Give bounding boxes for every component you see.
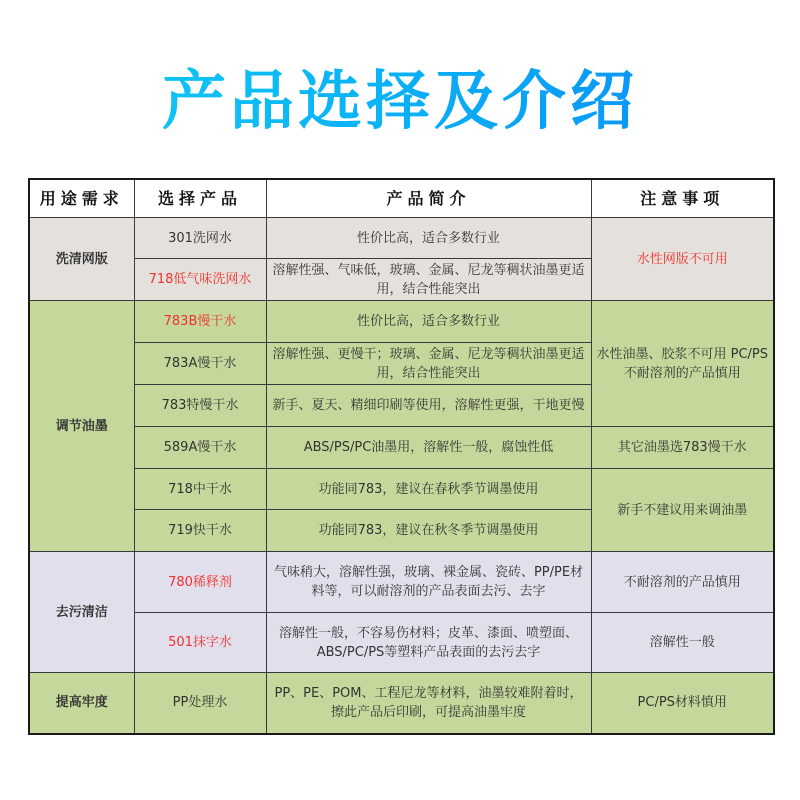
product-cell: 719快干水 [134,510,266,552]
table-row [29,469,774,510]
description-cell: 溶解性一般，不容易伤材料；皮革、漆面、喷塑面、ABS/PC/PS等塑料产品表面的去污去字 [266,613,591,673]
product-cell: 783特慢干水 [134,385,266,427]
product-cell: PP处理水 [134,673,266,734]
header-usage: 用途需求 [29,179,134,218]
note-cell: 不耐溶剂的产品慎用 [591,552,774,613]
description-cell: 性价比高，适合多数行业 [266,218,591,259]
description-cell: 溶解性强、气味低，玻璃、金属、尼龙等稠状油墨更适用，结合性能突出 [266,259,591,301]
header-product: 选择产品 [134,179,266,218]
header-description: 产品简介 [266,179,591,218]
note-cell: 水性网版不可用 [591,218,774,301]
product-cell: 718中干水 [134,469,266,510]
description-cell: 溶解性强、更慢干；玻璃、金属、尼龙等稠状油墨更适用，结合性能突出 [266,343,591,385]
product-cell: 783A慢干水 [134,343,266,385]
table-row [29,301,774,343]
product-cell: 783B慢干水 [134,301,266,343]
note-cell: 溶解性一般 [591,613,774,673]
description-cell: ABS/PS/PC油墨用，溶解性一般，腐蚀性低 [266,427,591,469]
note-cell: PC/PS材料慎用 [591,673,774,734]
header-notes: 注意事项 [591,179,774,218]
table-row [29,427,774,469]
description-cell: 功能同783，建议在秋冬季节调墨使用 [266,510,591,552]
product-cell: 589A慢干水 [134,427,266,469]
table-row [29,673,774,734]
page-title: 产品选择及介绍 [0,62,800,142]
note-cell: 水性油墨、胶浆不可用 PC/PS不耐溶剂的产品慎用 [591,301,774,427]
note-cell: 新手不建议用来调油墨 [591,469,774,552]
product-table [28,178,775,735]
table-row [29,613,774,673]
description-cell: 新手、夏天、精细印刷等使用，溶解性更强，干地更慢 [266,385,591,427]
product-cell: 718低气味洗网水 [134,259,266,301]
product-cell: 780稀释剂 [134,552,266,613]
category-cell: 去污清洁 [29,552,134,673]
description-cell: 气味稍大，溶解性强，玻璃、裸金属、瓷砖、PP/PE材料等，可以耐溶剂的产品表面去污、去字 [266,552,591,613]
table-row [29,552,774,613]
category-cell: 提高牢度 [29,673,134,734]
table-header-row [29,179,774,218]
table-row [29,218,774,259]
note-cell: 其它油墨选783慢干水 [591,427,774,469]
product-cell: 301洗网水 [134,218,266,259]
description-cell: PP、PE、POM、工程尼龙等材料，油墨较难附着时，擦此产品后印刷，可提高油墨牢度 [266,673,591,734]
category-cell: 调节油墨 [29,301,134,552]
description-cell: 性价比高，适合多数行业 [266,301,591,343]
product-cell: 501抹字水 [134,613,266,673]
description-cell: 功能同783，建议在春秋季节调墨使用 [266,469,591,510]
category-cell: 洗清网版 [29,218,134,301]
